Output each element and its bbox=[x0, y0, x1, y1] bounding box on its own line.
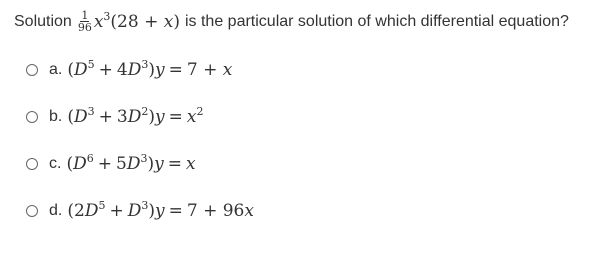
radio-button[interactable] bbox=[26, 64, 38, 76]
question-expression bbox=[93, 9, 180, 32]
fraction-numerator: 1 bbox=[81, 9, 89, 22]
expr-var: x bbox=[93, 11, 104, 32]
rhs-var: x bbox=[222, 60, 233, 80]
question-prefix: Solution bbox=[14, 12, 72, 30]
answer-options bbox=[26, 60, 254, 248]
fraction bbox=[77, 10, 93, 33]
term-exp: 6 bbox=[86, 152, 94, 165]
term-var: D bbox=[84, 201, 99, 221]
term-exp: 3 bbox=[141, 199, 149, 212]
plus-op: + bbox=[98, 107, 113, 127]
term-coef: 3 bbox=[116, 107, 128, 127]
paren-close: ) bbox=[148, 107, 155, 127]
option-label: b. bbox=[49, 108, 63, 125]
fraction-denominator: 96 bbox=[77, 21, 92, 34]
option-label: a. bbox=[49, 61, 63, 78]
term-var: D bbox=[127, 201, 142, 221]
paren-open: ( bbox=[67, 201, 74, 221]
paren-close: ) bbox=[148, 60, 155, 80]
option-equation bbox=[67, 201, 254, 221]
term-coef: 4 bbox=[116, 60, 128, 80]
option-label: d. bbox=[49, 202, 63, 219]
option-b[interactable] bbox=[26, 107, 254, 154]
y-var: y bbox=[154, 154, 164, 174]
term-var: D bbox=[73, 107, 88, 127]
term-exp: 5 bbox=[87, 58, 95, 71]
term-exp: 3 bbox=[87, 105, 95, 118]
term-coef: 5 bbox=[115, 154, 127, 174]
paren-close: ) bbox=[148, 201, 155, 221]
radio-button[interactable] bbox=[26, 158, 38, 170]
term-coef: 2 bbox=[73, 201, 85, 221]
question-suffix: is the particular solution of which differential equation? bbox=[184, 12, 569, 30]
paren-open: ( bbox=[67, 107, 74, 127]
term-var: D bbox=[127, 107, 142, 127]
y-var: y bbox=[154, 60, 165, 80]
equals-op: = bbox=[168, 107, 183, 127]
equals-op: = bbox=[168, 201, 183, 221]
plus-op: + bbox=[98, 60, 113, 80]
option-d[interactable] bbox=[26, 201, 254, 248]
expr-var2: x bbox=[163, 11, 174, 32]
expr-exponent: 3 bbox=[103, 9, 111, 23]
term-var: D bbox=[73, 60, 88, 80]
question-text bbox=[14, 10, 569, 33]
rhs-text: 7 + bbox=[186, 60, 223, 80]
equals-op: = bbox=[168, 60, 183, 80]
expr-close: ) bbox=[173, 11, 180, 32]
term-exp: 2 bbox=[141, 105, 149, 118]
radio-button[interactable] bbox=[26, 111, 38, 123]
rhs-text: 7 + 96 bbox=[186, 201, 245, 221]
expr-rest: (28 + bbox=[110, 11, 164, 32]
term-exp: 5 bbox=[98, 199, 106, 212]
option-c[interactable] bbox=[26, 154, 254, 201]
term-var: D bbox=[73, 154, 87, 174]
term-var: D bbox=[126, 154, 141, 174]
term-exp: 3 bbox=[140, 152, 148, 165]
paren-close: ) bbox=[147, 154, 155, 174]
term-var: D bbox=[127, 60, 142, 80]
rhs-var: x bbox=[186, 107, 197, 127]
radio-button[interactable] bbox=[26, 205, 38, 217]
rhs-var: x bbox=[185, 154, 196, 174]
term-exp: 3 bbox=[141, 58, 149, 71]
option-equation bbox=[67, 107, 203, 127]
paren-open: ( bbox=[66, 154, 74, 174]
plus-op: + bbox=[97, 154, 112, 174]
option-a[interactable] bbox=[26, 60, 254, 107]
plus-op: + bbox=[109, 201, 124, 221]
equals-op: = bbox=[167, 154, 182, 174]
paren-open: ( bbox=[67, 60, 74, 80]
option-equation bbox=[67, 60, 232, 80]
rhs-exp: 2 bbox=[196, 105, 204, 118]
y-var: y bbox=[154, 201, 165, 221]
option-equation bbox=[66, 154, 195, 174]
y-var: y bbox=[154, 107, 165, 127]
rhs-var: x bbox=[244, 201, 254, 221]
option-label: c. bbox=[49, 155, 62, 172]
